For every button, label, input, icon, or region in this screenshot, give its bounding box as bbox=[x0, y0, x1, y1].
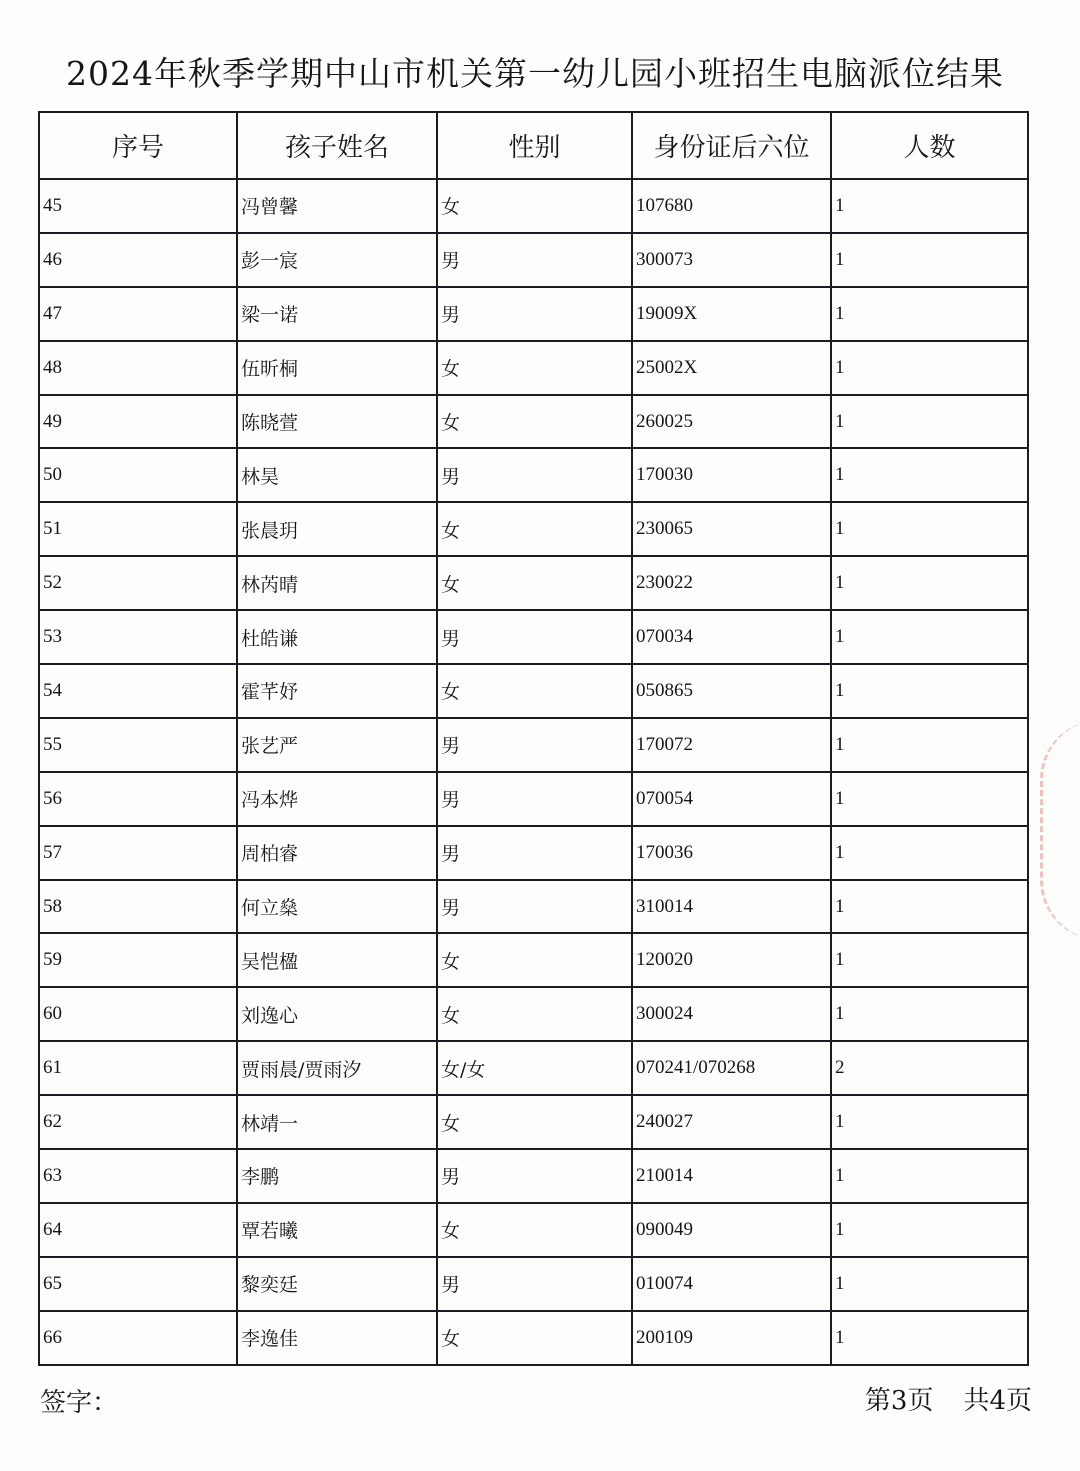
cell-child-name: 周柏睿 bbox=[237, 826, 437, 880]
table-row bbox=[39, 1095, 1028, 1149]
cell-child-name: 张晨玥 bbox=[237, 502, 437, 556]
page-indicator bbox=[865, 1380, 1032, 1417]
cell-index: 65 bbox=[39, 1257, 237, 1311]
table-row bbox=[39, 933, 1028, 987]
cell-gender: 女 bbox=[437, 1203, 632, 1257]
table-row bbox=[39, 1257, 1028, 1311]
cell-id-last-six: 010074 bbox=[632, 1257, 831, 1311]
cell-child-name: 刘逸心 bbox=[237, 987, 437, 1041]
table-row bbox=[39, 1203, 1028, 1257]
cell-gender: 女 bbox=[437, 395, 632, 449]
table-row bbox=[39, 448, 1028, 502]
cell-count: 1 bbox=[831, 502, 1028, 556]
cell-id-last-six: 230065 bbox=[632, 502, 831, 556]
cell-id-last-six: 070034 bbox=[632, 610, 831, 664]
header-gender: 性别 bbox=[437, 112, 632, 179]
table-row bbox=[39, 1311, 1028, 1365]
table-row bbox=[39, 179, 1028, 233]
table-row bbox=[39, 1149, 1028, 1203]
cell-index: 45 bbox=[39, 179, 237, 233]
cell-child-name: 冯曾馨 bbox=[237, 179, 437, 233]
cell-gender: 男 bbox=[437, 718, 632, 772]
cell-id-last-six: 260025 bbox=[632, 395, 831, 449]
table-row bbox=[39, 610, 1028, 664]
cell-gender: 男 bbox=[437, 448, 632, 502]
cell-count: 1 bbox=[831, 826, 1028, 880]
cell-count: 1 bbox=[831, 341, 1028, 395]
cell-child-name: 陈晓萱 bbox=[237, 395, 437, 449]
cell-index: 60 bbox=[39, 987, 237, 1041]
cell-gender: 女 bbox=[437, 664, 632, 718]
cell-count: 1 bbox=[831, 933, 1028, 987]
header-index: 序号 bbox=[39, 112, 237, 179]
document-title: 2024年秋季学期中山市机关第一幼儿园小班招生电脑派位结果 bbox=[66, 54, 1004, 93]
cell-index: 55 bbox=[39, 718, 237, 772]
cell-gender: 女 bbox=[437, 933, 632, 987]
header-id-last-six: 身份证后六位 bbox=[632, 112, 831, 179]
table-header-row bbox=[39, 112, 1028, 179]
cell-count: 1 bbox=[831, 1095, 1028, 1149]
cell-child-name: 梁一诺 bbox=[237, 287, 437, 341]
cell-index: 56 bbox=[39, 772, 237, 826]
cell-id-last-six: 107680 bbox=[632, 179, 831, 233]
cell-count: 1 bbox=[831, 1203, 1028, 1257]
cell-child-name: 贾雨晨/贾雨汐 bbox=[237, 1041, 437, 1095]
cell-index: 59 bbox=[39, 933, 237, 987]
header-child-name: 孩子姓名 bbox=[237, 112, 437, 179]
cell-count: 1 bbox=[831, 448, 1028, 502]
cell-count: 1 bbox=[831, 1311, 1028, 1365]
cell-child-name: 林昊 bbox=[237, 448, 437, 502]
cell-index: 58 bbox=[39, 880, 237, 934]
cell-count: 1 bbox=[831, 718, 1028, 772]
cell-count: 2 bbox=[831, 1041, 1028, 1095]
cell-gender: 男 bbox=[437, 880, 632, 934]
cell-id-last-six: 050865 bbox=[632, 664, 831, 718]
cell-index: 47 bbox=[39, 287, 237, 341]
cell-count: 1 bbox=[831, 287, 1028, 341]
cell-id-last-six: 090049 bbox=[632, 1203, 831, 1257]
cell-gender: 女 bbox=[437, 1311, 632, 1365]
cell-id-last-six: 230022 bbox=[632, 556, 831, 610]
cell-count: 1 bbox=[831, 1149, 1028, 1203]
cell-id-last-six: 170030 bbox=[632, 448, 831, 502]
cell-id-last-six: 070054 bbox=[632, 772, 831, 826]
signature-label: 签字： bbox=[40, 1388, 119, 1418]
cell-index: 46 bbox=[39, 233, 237, 287]
cell-gender: 男 bbox=[437, 233, 632, 287]
cell-gender: 男 bbox=[437, 1257, 632, 1311]
cell-child-name: 张艺严 bbox=[237, 718, 437, 772]
cell-count: 1 bbox=[831, 880, 1028, 934]
cell-count: 1 bbox=[831, 987, 1028, 1041]
cell-child-name: 林靖一 bbox=[237, 1095, 437, 1149]
cell-index: 62 bbox=[39, 1095, 237, 1149]
cell-index: 49 bbox=[39, 395, 237, 449]
cell-count: 1 bbox=[831, 556, 1028, 610]
cell-id-last-six: 19009X bbox=[632, 287, 831, 341]
cell-child-name: 霍芊妤 bbox=[237, 664, 437, 718]
cell-id-last-six: 200109 bbox=[632, 1311, 831, 1365]
cell-child-name: 冯本烨 bbox=[237, 772, 437, 826]
cell-gender: 男 bbox=[437, 610, 632, 664]
cell-id-last-six: 300024 bbox=[632, 987, 831, 1041]
table-row bbox=[39, 287, 1028, 341]
table-row bbox=[39, 987, 1028, 1041]
cell-id-last-six: 25002X bbox=[632, 341, 831, 395]
header-count: 人数 bbox=[831, 112, 1028, 179]
cell-gender: 女/女 bbox=[437, 1041, 632, 1095]
cell-gender: 男 bbox=[437, 1149, 632, 1203]
cell-gender: 女 bbox=[437, 341, 632, 395]
cell-gender: 女 bbox=[437, 1095, 632, 1149]
cell-index: 53 bbox=[39, 610, 237, 664]
cell-index: 54 bbox=[39, 664, 237, 718]
cell-id-last-six: 170036 bbox=[632, 826, 831, 880]
cell-child-name: 何立燊 bbox=[237, 880, 437, 934]
cell-count: 1 bbox=[831, 179, 1028, 233]
cell-gender: 女 bbox=[437, 179, 632, 233]
cell-gender: 男 bbox=[437, 772, 632, 826]
cell-child-name: 李逸佳 bbox=[237, 1311, 437, 1365]
cell-child-name: 黎奕廷 bbox=[237, 1257, 437, 1311]
results-table bbox=[38, 111, 1029, 1366]
cell-child-name: 林芮晴 bbox=[237, 556, 437, 610]
cell-id-last-six: 240027 bbox=[632, 1095, 831, 1149]
cell-child-name: 吴恺楹 bbox=[237, 933, 437, 987]
cell-index: 48 bbox=[39, 341, 237, 395]
cell-index: 61 bbox=[39, 1041, 237, 1095]
table-row bbox=[39, 502, 1028, 556]
cell-index: 51 bbox=[39, 502, 237, 556]
cell-child-name: 李鹏 bbox=[237, 1149, 437, 1203]
table-row bbox=[39, 395, 1028, 449]
table-row bbox=[39, 233, 1028, 287]
cell-gender: 男 bbox=[437, 287, 632, 341]
cell-index: 66 bbox=[39, 1311, 237, 1365]
cell-count: 1 bbox=[831, 610, 1028, 664]
cell-index: 63 bbox=[39, 1149, 237, 1203]
table-row bbox=[39, 1041, 1028, 1095]
cell-count: 1 bbox=[831, 395, 1028, 449]
cell-id-last-six: 070241/070268 bbox=[632, 1041, 831, 1095]
cell-id-last-six: 210014 bbox=[632, 1149, 831, 1203]
table-row bbox=[39, 556, 1028, 610]
cell-gender: 女 bbox=[437, 987, 632, 1041]
table-row bbox=[39, 772, 1028, 826]
red-stamp-fragment bbox=[1040, 720, 1080, 940]
cell-id-last-six: 170072 bbox=[632, 718, 831, 772]
cell-index: 57 bbox=[39, 826, 237, 880]
table-row bbox=[39, 718, 1028, 772]
page-number: 第3页 bbox=[864, 1386, 934, 1416]
cell-gender: 女 bbox=[437, 502, 632, 556]
table-row bbox=[39, 341, 1028, 395]
cell-gender: 男 bbox=[437, 826, 632, 880]
cell-count: 1 bbox=[831, 664, 1028, 718]
cell-child-name: 伍昕桐 bbox=[237, 341, 437, 395]
cell-index: 52 bbox=[39, 556, 237, 610]
cell-count: 1 bbox=[831, 233, 1028, 287]
table-row bbox=[39, 826, 1028, 880]
cell-id-last-six: 120020 bbox=[632, 933, 831, 987]
cell-id-last-six: 310014 bbox=[632, 880, 831, 934]
cell-gender: 女 bbox=[437, 556, 632, 610]
cell-count: 1 bbox=[831, 772, 1028, 826]
cell-child-name: 彭一宸 bbox=[237, 233, 437, 287]
cell-index: 50 bbox=[39, 448, 237, 502]
cell-id-last-six: 300073 bbox=[632, 233, 831, 287]
cell-index: 64 bbox=[39, 1203, 237, 1257]
table-row bbox=[39, 664, 1028, 718]
cell-child-name: 杜皓谦 bbox=[237, 610, 437, 664]
page-total: 共4页 bbox=[963, 1386, 1032, 1416]
cell-child-name: 覃若曦 bbox=[237, 1203, 437, 1257]
table-row bbox=[39, 880, 1028, 934]
cell-count: 1 bbox=[831, 1257, 1028, 1311]
